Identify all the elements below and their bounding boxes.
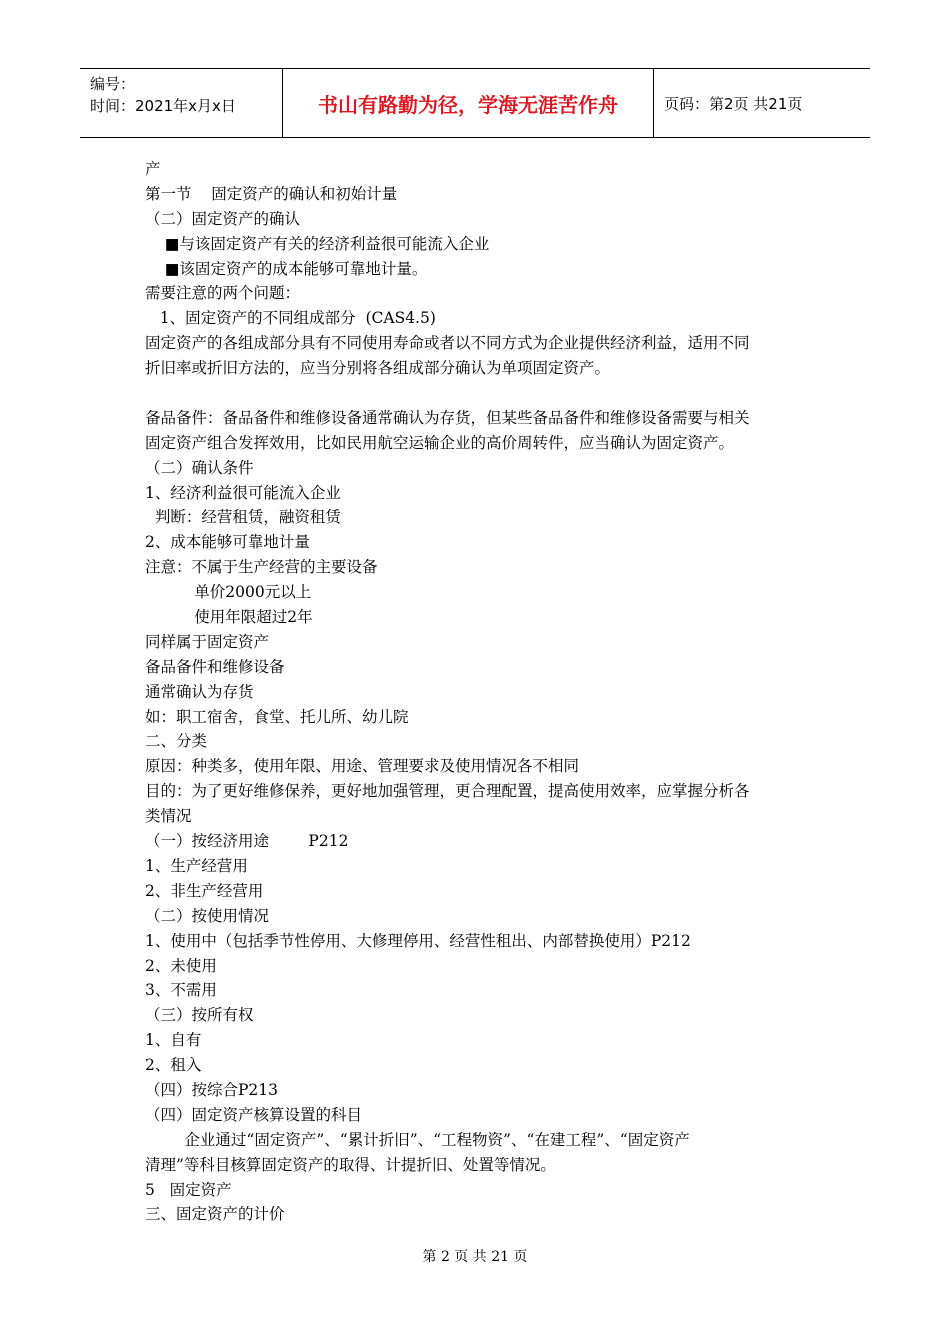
body-line: 备品备件：备品备件和维修设备通常确认为存货，但某些备品备件和维修设备需要与相关	[145, 408, 750, 427]
body-line: 目的：为了更好维修保养，更好地加强管理，更合理配置，提高使用效率，应掌握分析各	[145, 782, 750, 801]
body-line: ■该固定资产的成本能够可靠地计量。	[145, 259, 428, 278]
body-line: 注意：不属于生产经营的主要设备	[145, 558, 378, 577]
body-line: 二、分类	[145, 732, 208, 751]
body-line: 同样属于固定资产	[145, 632, 270, 651]
body-line: 1、生产经营用	[145, 856, 248, 875]
body-line: 1、使用中（包括季节性停用、大修理停用、经营性租出、内部替换使用）P212	[145, 931, 691, 950]
body-line: 产	[145, 160, 161, 178]
time-label: 时间：2021年x月x日	[90, 97, 236, 115]
body-line: 第一节 固定资产的确认和初始计量	[145, 184, 398, 203]
document-body	[145, 157, 815, 1227]
slogan: 书山有路勤为径，学海无涯苦作舟	[282, 69, 654, 137]
body-line: 1、固定资产的不同组成部分 (CAS4.5)	[145, 309, 436, 328]
body-line: 需要注意的两个问题：	[145, 284, 301, 303]
body-line: 通常确认为存货	[145, 682, 254, 701]
body-line: 企业通过“固定资产”、“累计折旧”、“工程物资”、“在建工程”、“固定资产	[145, 1130, 690, 1149]
body-line: 三、固定资产的计价	[145, 1205, 285, 1224]
body-line: 折旧率或折旧方法的，应当分别将各组成部分确认为单项固定资产。	[145, 359, 611, 378]
body-line: 3、不需用	[145, 981, 217, 1000]
body-line	[145, 381, 815, 406]
body-line: 2、成本能够可靠地计量	[145, 533, 310, 552]
body-line: 单价2000元以上	[145, 583, 312, 602]
body-line: 1、自有	[145, 1031, 202, 1050]
body-line: （一）按经济用途 P212	[145, 832, 349, 851]
body-line: 类情况	[145, 807, 192, 826]
header-meta-cell	[80, 69, 282, 137]
body-line: （三）按所有权	[145, 1006, 254, 1025]
body-line: （二）确认条件	[145, 458, 254, 477]
page-info: 页码：第2页 共21页	[664, 94, 803, 113]
body-line: 判断：经营租赁，融资租赁	[145, 508, 341, 527]
body-line: 使用年限超过2年	[145, 608, 313, 627]
header-table	[80, 68, 870, 138]
body-line: （四）固定资产核算设置的科目	[145, 1105, 363, 1124]
body-line: 固定资产组合发挥效用，比如民用航空运输企业的高价周转件，应当确认为固定资产。	[145, 433, 735, 452]
body-line: （二）按使用情况	[145, 906, 270, 925]
body-line: （二）固定资产的确认	[145, 209, 301, 228]
page-footer: 第 2 页 共 21 页	[422, 1249, 528, 1265]
body-line: 2、未使用	[145, 956, 217, 975]
body-line: 如：职工宿舍，食堂、托儿所、幼儿院	[145, 707, 409, 726]
body-line: （四）按综合P213	[145, 1080, 279, 1099]
serial-label: 编号：	[90, 75, 136, 93]
body-line: 固定资产的各组成部分具有不同使用寿命或者以不同方式为企业提供经济利益，适用不同	[145, 334, 750, 353]
body-line: ■与该固定资产有关的经济利益很可能流入企业	[145, 234, 490, 253]
body-line: 2、非生产经营用	[145, 881, 264, 900]
body-line: 原因：种类多，使用年限、用途、管理要求及使用情况各不相同	[145, 757, 580, 776]
body-line: 1、经济利益很可能流入企业	[145, 483, 341, 502]
body-line: 清理”等科目核算固定资产的取得、计提折旧、处置等情况。	[145, 1155, 556, 1174]
body-line: 5 固定资产	[145, 1180, 232, 1199]
body-line: 备品备件和维修设备	[145, 657, 285, 676]
body-line: 2、租入	[145, 1056, 202, 1075]
